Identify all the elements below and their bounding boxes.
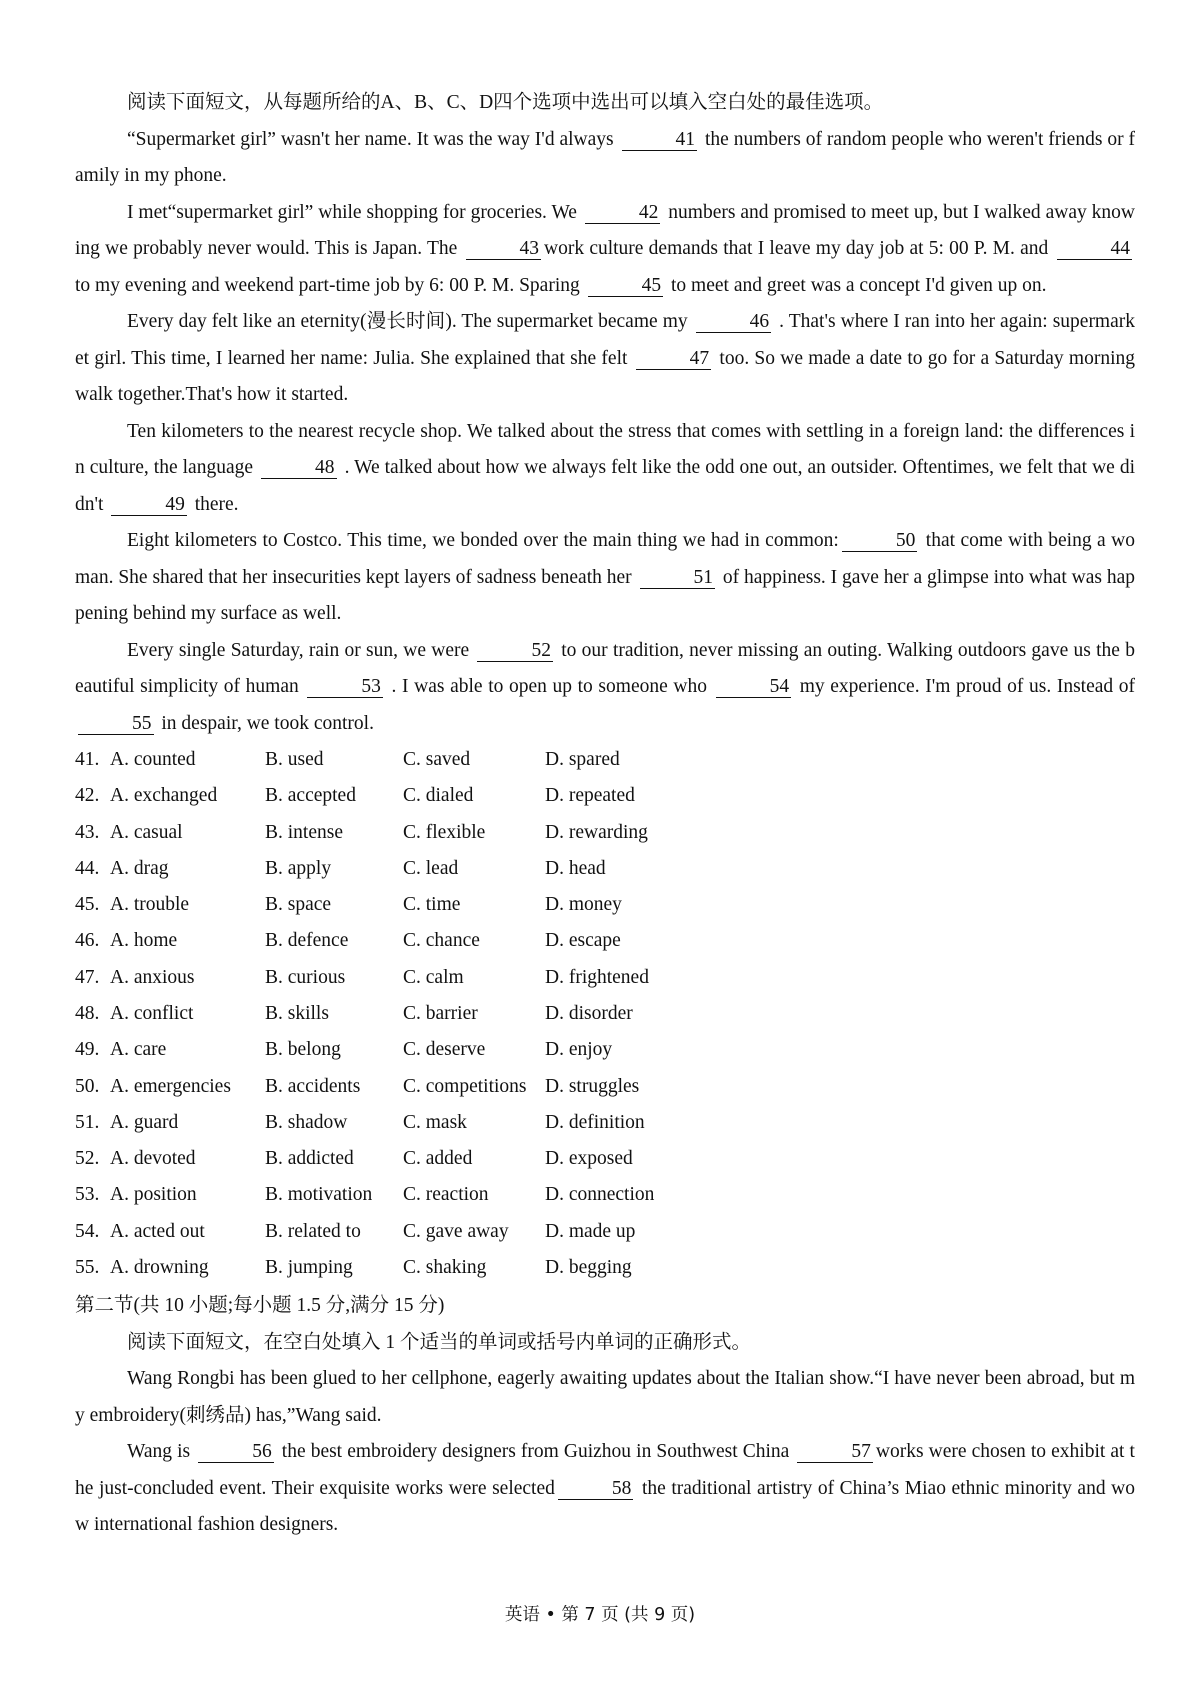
option-a: A. anxious [110, 966, 195, 988]
passage1-paragraph-3: Every day felt like an eternity(漫长时间). The supermarket became my 46 . That's where I ran into her again: supermarket girl. This time, I learned her name: Julia. She explained that she felt 47 too. So we made a date to go for a Saturday morning walk together.That's how it started. [75, 311, 1136, 405]
option-b: B. intense [265, 821, 343, 843]
option-c: C. shaking [403, 1257, 487, 1279]
option-b: B. jumping [265, 1257, 353, 1279]
question-50: 50. A. emergencies B. accidents C. competitions D. struggles [75, 1069, 1135, 1105]
question-42: 42. A. exchanged B. accepted C. dialed D. repeated [75, 778, 1135, 814]
option-b: B. curious [265, 966, 346, 988]
question-55: 55. A. drowning B. jumping C. shaking D. begging [75, 1250, 1135, 1286]
option-c: C. gave away [403, 1220, 509, 1242]
blank-44: 44 [1057, 239, 1133, 260]
instructions-part1: 阅读下面短文，从每题所给的A、B、C、D四个选项中选出可以填入空白处的最佳选项。 [127, 92, 884, 113]
section-2-title: 第二节(共 10 小题;每小题 1.5 分,满分 15 分) [75, 1295, 445, 1317]
page-content [75, 85, 1135, 1544]
option-a: A. conflict [110, 1002, 194, 1024]
option-d: D. head [545, 857, 606, 879]
option-d: D. spared [545, 748, 620, 770]
question-53: 53. A. position B. motivation C. reaction D. connection [75, 1178, 1135, 1214]
blank-50: 50 [842, 531, 918, 552]
option-a: A. position [110, 1184, 197, 1206]
blank-41: 41 [622, 130, 698, 151]
blank-47: 47 [636, 349, 712, 370]
option-d: D. made up [545, 1220, 636, 1242]
option-a: A. acted out [110, 1220, 205, 1242]
option-c: C. time [403, 894, 461, 916]
question-54: 54. A. acted out B. related to C. gave away D. made up [75, 1214, 1135, 1250]
option-d: D. disorder [545, 1002, 633, 1024]
question-41: 41. A. counted B. used C. saved D. spared [75, 742, 1135, 778]
blank-52: 52 [477, 641, 553, 662]
option-a: A. devoted [110, 1148, 196, 1170]
option-c: C. chance [403, 930, 480, 952]
blank-55: 55 [78, 714, 154, 735]
blank-56: 56 [198, 1442, 274, 1463]
option-a: A. emergencies [110, 1075, 231, 1097]
option-c: C. flexible [403, 821, 486, 843]
question-44: 44. A. drag B. apply C. lead D. head [75, 851, 1135, 887]
option-b: B. defence [265, 930, 349, 952]
blank-57: 57 [797, 1442, 873, 1463]
option-b: B. accidents [265, 1075, 361, 1097]
question-51: 51. A. guard B. shadow C. mask D. definition [75, 1105, 1135, 1141]
passage2-paragraph-2: Wang is 56 the best embroidery designers from Guizhou in Southwest China 57 works were chosen to exhibit at the just-concluded event. Their exquisite works were selected 58 the traditional artistry of China’s Miao ethnic minority and wow international fashion designers. [75, 1441, 1135, 1536]
option-c: C. competitions [403, 1075, 527, 1097]
option-c: C. added [403, 1148, 473, 1170]
passage1-paragraph-2: I met“supermarket girl” while shopping for groceries. We 42 numbers and promised to meet up, but I walked away knowing we probably never would. This is Japan. The 43 work culture demands that I leave my day job at 5: 00 P. M. and 44 to my evening and weekend part-time job by 6: 00 P. M. Sparing 45 to meet and greet was a concept I'd given up on. [75, 201, 1135, 296]
blank-43: 43 [466, 239, 542, 260]
option-d: D. exposed [545, 1148, 633, 1170]
option-c: C. barrier [403, 1002, 478, 1024]
option-d: D. connection [545, 1184, 655, 1206]
question-47: 47. A. anxious B. curious C. calm D. frightened [75, 960, 1135, 996]
option-c: C. saved [403, 748, 471, 770]
blank-53: 53 [307, 677, 383, 698]
page-footer: 英语 • 第 7 页 (共 9 页) [504, 1605, 696, 1625]
blank-58: 58 [558, 1479, 634, 1500]
option-a: A. casual [110, 821, 183, 843]
passage1-paragraph-1: “Supermarket girl” wasn't her name. It was the way I'd always 41 the numbers of random people who weren't friends or family in my phone. [75, 128, 1135, 186]
option-d: D. rewarding [545, 821, 648, 843]
option-a: A. exchanged [110, 785, 218, 807]
blank-46: 46 [696, 312, 772, 333]
passage2-paragraph-1: Wang Rongbi has been glued to her cellphone, eagerly awaiting updates about the Italian show.“I have never been abroad, but my embroidery(刺绣品) has,”Wang said. [75, 1368, 1135, 1426]
passage1-paragraph-6: Every single Saturday, rain or sun, we were 52 to our tradition, never missing an outing. Walking outdoors gave us the beautiful simplicity of human 53 . I was able to open up to someone who 54 my experience. I'm proud of us. Instead of 55 in despair, we took control. [75, 639, 1136, 734]
question-43: 43. A. casual B. intense C. flexible D. rewarding [75, 815, 1135, 851]
option-b: B. addicted [265, 1148, 354, 1170]
option-c: C. reaction [403, 1184, 489, 1206]
question-52: 52. A. devoted B. addicted C. added D. exposed [75, 1141, 1135, 1177]
question-options-list [75, 742, 1135, 1286]
question-49: 49. A. care B. belong C. deserve D. enjoy [75, 1032, 1135, 1068]
passage1-paragraph-4: Ten kilometers to the nearest recycle shop. We talked about the stress that comes with settling in a foreign land: the differences in culture, the language 48 . We talked about how we always felt like the odd one out, an outsider. Oftentimes, we felt that we didn't 49 there. [75, 420, 1135, 515]
option-b: B. used [265, 748, 324, 770]
option-b: B. skills [265, 1002, 329, 1024]
option-a: A. drowning [110, 1257, 209, 1279]
question-48: 48. A. conflict B. skills C. barrier D. disorder [75, 996, 1135, 1032]
blank-48: 48 [261, 458, 337, 479]
option-b: B. accepted [265, 785, 356, 807]
option-a: A. guard [110, 1111, 179, 1133]
blank-45: 45 [588, 276, 664, 297]
option-c: C. deserve [403, 1039, 486, 1061]
option-d: D. enjoy [545, 1039, 613, 1061]
option-a: A. care [110, 1039, 167, 1061]
option-b: B. space [265, 894, 332, 916]
question-45: 45. A. trouble B. space C. time D. money [75, 887, 1135, 923]
option-c: C. calm [403, 966, 464, 988]
option-b: B. shadow [265, 1111, 348, 1133]
option-b: B. apply [265, 857, 332, 879]
option-a: A. trouble [110, 894, 190, 916]
option-d: D. repeated [545, 785, 635, 807]
option-c: C. lead [403, 857, 459, 879]
passage1-paragraph-5: Eight kilometers to Costco. This time, we bonded over the main thing we had in common: 50 that come with being a woman. She shared that her insecurities kept layers of sadness beneath her 51 of happiness. I gave her a glimpse into what was happening behind my surface as well. [75, 530, 1136, 624]
blank-49: 49 [111, 495, 187, 516]
blank-51: 51 [640, 568, 716, 589]
option-b: B. belong [265, 1039, 341, 1061]
option-c: C. mask [403, 1111, 467, 1133]
option-d: D. escape [545, 930, 621, 952]
option-a: A. drag [110, 857, 169, 879]
option-d: D. money [545, 894, 622, 916]
option-d: D. frightened [545, 966, 649, 988]
option-d: D. begging [545, 1257, 632, 1279]
option-a: A. counted [110, 748, 196, 770]
option-b: B. motivation [265, 1184, 373, 1206]
option-b: B. related to [265, 1220, 361, 1242]
blank-54: 54 [716, 677, 792, 698]
instructions-part2: 阅读下面短文，在空白处填入 1 个适当的单词或括号内单词的正确形式。 [127, 1331, 752, 1353]
option-d: D. struggles [545, 1075, 640, 1097]
option-d: D. definition [545, 1111, 645, 1133]
option-c: C. dialed [403, 785, 474, 807]
question-46: 46. A. home B. defence C. chance D. escape [75, 923, 1135, 959]
option-a: A. home [110, 930, 178, 952]
blank-42: 42 [585, 203, 661, 224]
